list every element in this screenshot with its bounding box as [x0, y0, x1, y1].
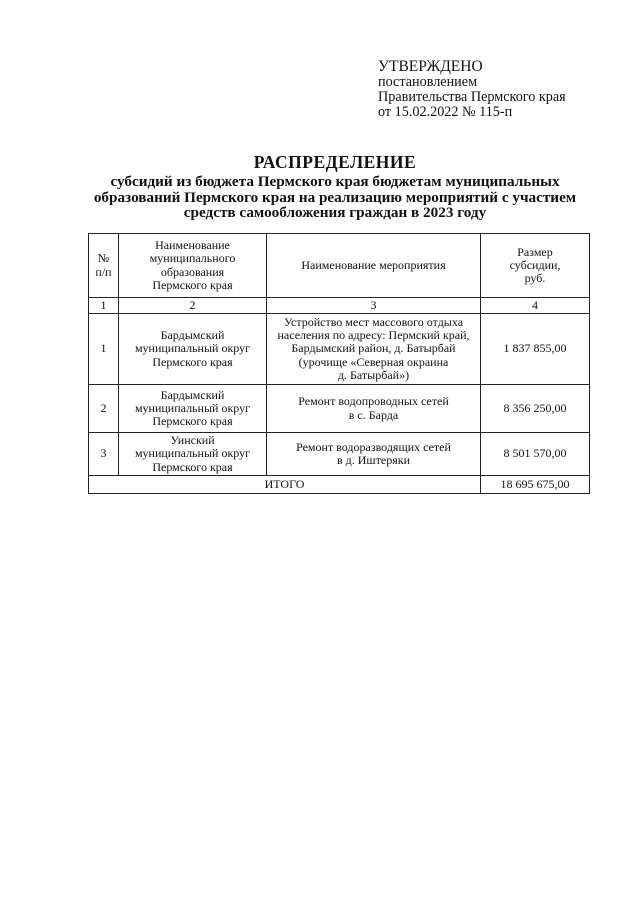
approval-line: от 15.02.2022 № 115-п — [378, 104, 513, 120]
row-amount: 8 501 570,00 — [481, 433, 590, 476]
total-label: ИТОГО — [89, 476, 481, 494]
row-event: Ремонт водопроводных сетей в с. Барда — [267, 385, 481, 433]
approval-heading: УТВЕРЖДЕНО — [378, 58, 483, 75]
subtitle-line: образований Пермского края на реализацию мероприятий с участием — [93, 188, 577, 206]
column-number: 2 — [119, 298, 267, 314]
subtitle-line: субсидий из бюджета Пермского края бюджетам муниципальных — [110, 173, 560, 190]
total-amount: 18 695 675,00 — [481, 476, 590, 494]
total-row — [89, 476, 590, 494]
row-municipality: Бардымский муниципальный округ Пермского края — [119, 314, 267, 385]
approval-stamp — [378, 58, 618, 120]
column-number: 1 — [89, 298, 119, 314]
approval-line: постановлением — [378, 74, 478, 90]
table-row — [89, 385, 590, 433]
row-amount: 8 356 250,00 — [481, 385, 590, 433]
row-event: Устройство мест массового отдыха населения по адресу: Пермский край, Бардымский район, д. Батырбай (урочище «Северная окраина д. Батырбай») — [267, 314, 481, 385]
row-amount: 1 837 855,00 — [481, 314, 590, 385]
distribution-table — [88, 233, 590, 494]
row-municipality: Уинский муниципальный округ Пермского края — [119, 433, 267, 476]
header-row — [89, 234, 590, 298]
column-number: 4 — [481, 298, 590, 314]
document-title: РАСПРЕДЕЛЕНИЕ — [253, 152, 417, 172]
table-row — [89, 314, 590, 385]
row-number: 3 — [89, 433, 119, 476]
row-number: 1 — [89, 314, 119, 385]
header-municipality: Наименование муниципального образования Пермского края — [119, 234, 267, 298]
approval-line: Правительства Пермского края — [378, 89, 566, 105]
row-municipality: Бардымский муниципальный округ Пермского края — [119, 385, 267, 433]
document-subtitle — [40, 174, 630, 221]
subtitle-line: средств самообложения граждан в 2023 году — [183, 204, 487, 221]
header-number: № п/п — [89, 234, 119, 298]
column-number: 3 — [267, 298, 481, 314]
row-number: 2 — [89, 385, 119, 433]
table-row — [89, 433, 590, 476]
header-event: Наименование мероприятия — [267, 234, 481, 298]
row-event: Ремонт водоразводящих сетей в д. Иштеряки — [267, 433, 481, 476]
header-amount: Размер субсидии, руб. — [481, 234, 590, 298]
column-number-row — [89, 298, 590, 314]
